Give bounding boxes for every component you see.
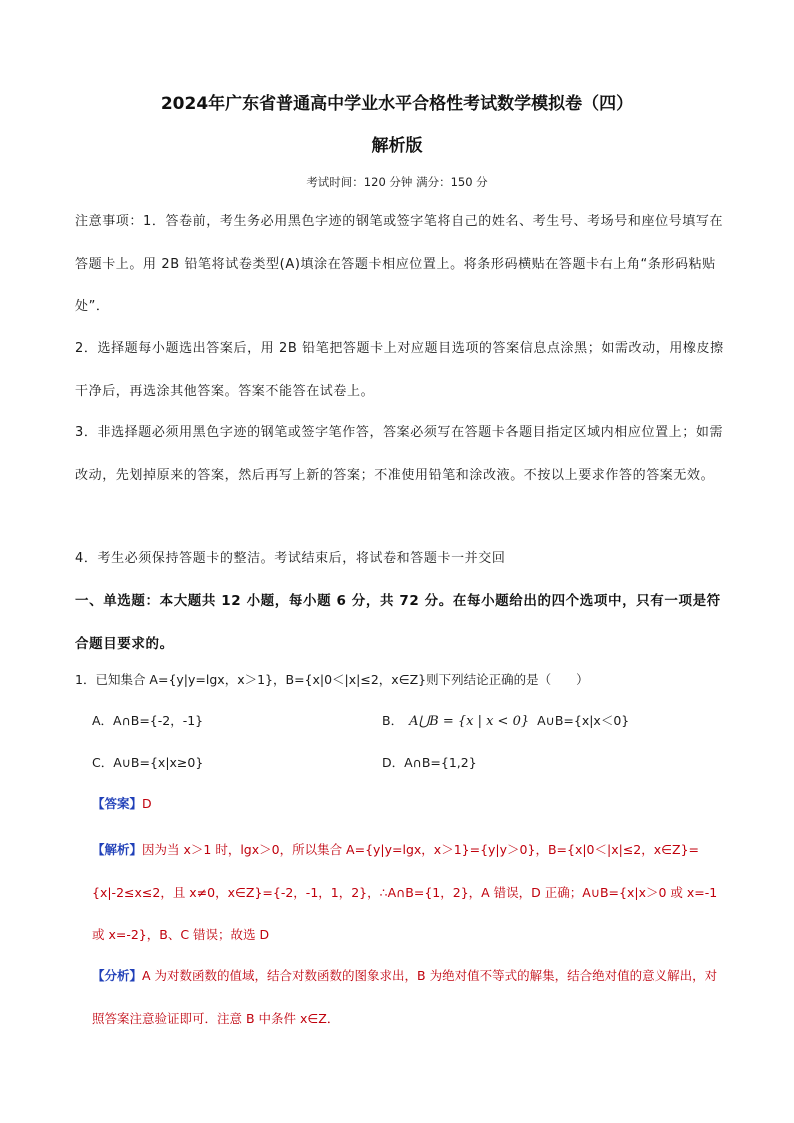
question-1-stem: 1．已知集合 A={y|y=lgx，x＞1}，B={x|0＜|x|≤2，x∈Z}则下列结论正确的是（ ） (75, 672, 589, 687)
fenxi-text: A 为对数函数的值域，结合对数函数的图象求出，B 为绝对值不等式的解集，结合绝对值的意义解出，对照答案注意验证即可．注意 B 中条件 x∈Z． (92, 968, 718, 1026)
answer-line (92, 788, 724, 820)
answer-value: D (142, 796, 152, 811)
option-d: D．A∩B={1,2} (382, 755, 477, 770)
option-c: C．A∪B={x|x≥0} (92, 755, 204, 770)
option-b-text: A∪B={x|x＜0} (537, 713, 630, 728)
document-title: 2024年广东省普通高中学业水平合格性考试数学模拟卷（四） (160, 94, 634, 114)
notice-item-1: 注意事项：1．答卷前，考生务必用黑色字迹的钢笔或签字笔将自己的姓名、考生号、考场号和座位号填写在答题卡上。用 2B 铅笔将试卷类型(A)填涂在答题卡相应位置上。将条形码横贴在答题卡右上角“条形码粘贴处”． (75, 214, 724, 314)
fenxi-block (92, 955, 724, 1040)
analysis-tag: 【解析】 (92, 842, 143, 857)
answer-tag: 【答案】 (92, 796, 143, 811)
exam-info: 考试时间：120 分钟 满分：150 分 (306, 175, 488, 189)
option-a: A．A∩B={-2，-1} (92, 713, 204, 728)
option-b (382, 705, 629, 738)
analysis-text: 因为当 x＞1 时，lgx＞0，所以集合 A={y|y=lgx，x＞1}={y|y＞0}，B={x|0＜|x|≤2，x∈Z}={x|-2≤x≤2，且 x≠0，x∈Z}={-2，-1，1，2}，∴A∩B={1，2}，A 错误，D 正确；A∪B={x|x＞0 或 x=-1 或 x=-2}，B、C 错误；故选 D (92, 842, 718, 942)
notice-item-4: 4．考生必须保持答题卡的整洁。考试结束后，将试卷和答题卡一并交回 (75, 551, 506, 566)
notice-item-3: 3．非选择题必须用黑色字迹的钢笔或签字笔作答，答案必须写在答题卡各题目指定区域内相应位置上；如需改动，先划掉原来的答案，然后再写上新的答案；不准使用铅笔和涂改液。不按以上要求作答的答案无效。 (75, 425, 724, 483)
fenxi-tag: 【分析】 (92, 968, 143, 983)
analysis-block (92, 829, 724, 957)
section-heading: 一、单选题：本大题共 12 小题，每小题 6 分，共 72 分。在每小题给出的四个选项中，只有一项是符合题目要求的。 (75, 593, 721, 652)
option-b-prefix: B． (382, 713, 404, 728)
document-subtitle: 解析版 (371, 136, 423, 156)
option-b-formula: A⋃B = {x | x < 0} (409, 714, 530, 729)
notice-item-2: 2．选择题每小题选出答案后，用 2B 铅笔把答题卡上对应题目选项的答案信息点涂黑；如需改动，用橡皮擦干净后，再选涂其他答案。答案不能答在试卷上。 (75, 341, 724, 399)
